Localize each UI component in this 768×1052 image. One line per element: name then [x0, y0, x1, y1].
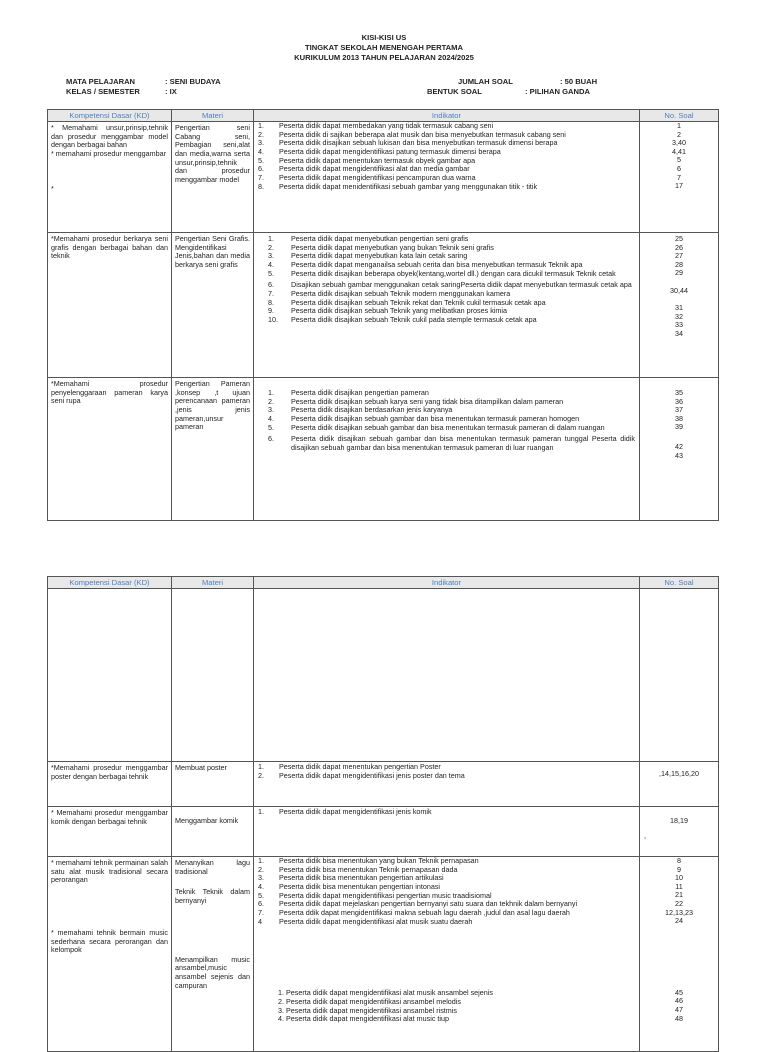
kelas-value: : IX [165, 87, 177, 96]
list-item: 7. Peserta didik disajikan sebuah Teknik modern menggunakan kamera [268, 288, 511, 298]
materi-cell: Membuat poster [172, 762, 254, 807]
nosoal-cell: 1 2 3,40 4,41 5 6 7 17 [640, 122, 719, 233]
list-item: 1. Peserta didik dapat membedakan yang tidak termasuk cabang seni [258, 121, 494, 131]
kd-cell: * Memahami prosedur menggambar komik dengan berbagai tehnik [48, 807, 172, 857]
list-item: 4. Peserta didik dapat menganailsa sebuah cerita dan bisa menyebutkan termasuk Teknik apa [268, 260, 583, 270]
col-header-kd: Kompetensi Dasar (KD) [48, 110, 172, 122]
kelas-label: KELAS / SEMESTER [66, 87, 140, 96]
materi-text: Menampilkan music ansambel,music ansambel sejenis dan campuran [175, 954, 250, 990]
kd-cell: *Memahami prosedur menggambar poster dengan berbagai tehnik [48, 762, 172, 807]
indikator-cell [254, 857, 640, 1052]
nosoal-cell: 8 9 10 11 21 22 12,13,23 24 45 46 47 48 [640, 857, 719, 1052]
col-header-indikator: Indikator [254, 110, 640, 122]
col-header-materi: Materi [172, 577, 254, 589]
doc-title: KISI-KISI US [361, 33, 407, 42]
doc-subtitle-school: TINGKAT SEKOLAH MENENGAH PERTAMA [305, 43, 463, 52]
list-item: 2. Peserta didik bisa menentukan Teknik pernapasan dada [258, 864, 458, 874]
list-item: 1. Peserta didik dapat mengidentifikasi alat musik ansambel sejenis [278, 988, 493, 998]
list-item: 5. Peserta didik disajikan beberapa obyek(kentang,wortel dll.) dengan cara dicukil termasuk Teknik cetak [268, 268, 616, 278]
table-row [48, 233, 719, 378]
list-item: 1. Peserta didik dapat menentukan pengertian Poster [258, 762, 441, 772]
list-item: 6. Disajikan sebuah gambar menggunakan cetak saringPeserta didik dapat menyebutkan termasuk cetak apa [268, 280, 632, 290]
kd-text: * memahami tehnik bermain music sederhana secara perorangan dan kelompok [51, 928, 168, 955]
bentuk-value: : PILIHAN GANDA [525, 87, 590, 96]
list-item: 4. Peserta didik dapat mengidentifikasi patung termasuk dimensi berapa [258, 147, 501, 157]
jumlah-value: : 50 BUAH [560, 77, 598, 86]
indikator-cell [254, 378, 640, 521]
nosoal-cell [640, 589, 719, 762]
kd-cell [48, 122, 172, 233]
table-row [48, 762, 719, 807]
list-item: 8. Peserta didik disajikan sebuah Teknik rekat dan Teknik cukil termasuk cetak apa [268, 297, 546, 307]
materi-text: Menggambar komik [175, 816, 239, 826]
list-item: 2. Peserta didik di sajikan beberapa alat musik dan bisa menyebutkan termasuk cabang seni [258, 129, 566, 139]
materi-cell: Pengertian seni Cabang seni, Pembagian seni,alat dan media,warna serta unsur,prinsip,tehnik dan prosedur menggambar model [172, 122, 254, 233]
col-header-nosoal: No. Soal [640, 577, 719, 589]
mapel-label: MATA PELAJARAN [66, 77, 136, 86]
list-item: 9. Peserta didik disajikan sebuah Teknik yang melibatkan proses kimia [268, 306, 508, 316]
col-header-indikator: Indikator [254, 577, 640, 589]
materi-text: Teknik Teknik dalam bernyanyi [175, 887, 250, 906]
list-item: 1. Peserta didik disajikan pengertian pameran [268, 388, 429, 398]
jumlah-label: JUMLAH SOAL [458, 77, 513, 86]
materi-text: Menanyikan lagu tradisional [175, 858, 250, 876]
nosoal-cell: 25 26 27 28 29 30,44 31 32 33 34 [640, 233, 719, 378]
list-item: 5. Peserta didik disajikan sebuah gambar dan bisa menentukan termasuk pameran di dalam ruangan [268, 422, 605, 432]
list-item: 2. Peserta didik disajikan sebuah karya seni yang tidak bisa ditampilkan dalam pameran [268, 396, 564, 406]
table-row [48, 122, 719, 233]
nosoal-cell: ,14,15,16,20 [640, 762, 719, 807]
col-header-nosoal: No. Soal [640, 110, 719, 122]
list-item: 3. Peserta didik disajikan sebuah lukisan dan bisa menyebutkan termasuk dimensi berapa [258, 138, 558, 148]
materi-cell [172, 857, 254, 1052]
materi-cell: Pengertian Seni Grafis. Mengidentifikasi Jenis,bahan dan media berkarya seni grafis [172, 233, 254, 378]
list-item: 4. Peserta didik bisa menentukan pengertian intonasi [258, 882, 441, 892]
kisi-table-1 [47, 109, 719, 521]
list-item: 2. Peserta didik dapat menyebutkan yang bukan Teknik seni grafis [268, 242, 494, 252]
kd-text: * memahami tehnik permainan salah satu alat musik tradisional secara perorangan [51, 858, 168, 885]
table-row [48, 807, 719, 857]
indikator-cell [254, 589, 640, 762]
materi-cell [172, 589, 254, 762]
list-item: 1. Peserta didik bisa menentukan yang bukan Teknik pernapasan [258, 856, 479, 866]
doc-subtitle-curriculum: KURIKULUM 2013 TAHUN PELAJARAN 2024/2025 [294, 53, 474, 62]
kd-cell: *Memahami prosedur penyelenggaraan pameran karya seni rupa [48, 378, 172, 521]
materi-cell [172, 807, 254, 857]
kd-text: * [51, 183, 54, 193]
mapel-value: : SENI BUDAYA [165, 77, 221, 86]
kd-cell [48, 589, 172, 762]
indikator-cell [254, 233, 640, 378]
col-header-kd: Kompetensi Dasar (KD) [48, 577, 172, 589]
list-item: 3. Peserta didik dapat menyebutkan kata lain cetak saring [268, 251, 468, 261]
list-item: 10. Peserta didik disajikan sebuah Teknik cukil pada stemple termasuk cetak apa [268, 314, 537, 324]
list-item: 2. Peserta didik dapat mengidentifikasi jenis poster dan tema [258, 770, 465, 780]
list-item: 2. Peserta didik dapat mengidentifikasi ansambel melodis [278, 996, 461, 1006]
list-item: 1. Peserta didik dapat menyebutkan pengertian seni grafis [268, 234, 469, 244]
nosoal-cell: 18,19 , [640, 807, 719, 857]
materi-cell: Pengertian Pameran ,konsep ,t ujuan perencanaan pameran ,jenis jenis pameran,unsur pameran [172, 378, 254, 521]
list-item: 3. Peserta didik bisa menentukan pengertian artikulasi [258, 873, 444, 883]
indikator-cell [254, 122, 640, 233]
list-item: 4. Peserta didik disajikan sebuah gambar dan bisa menentukan termasuk pameran homogen [268, 414, 580, 424]
kd-cell: *Memahami prosedur berkarya seni grafis dengan berbagai bahan dan teknik [48, 233, 172, 378]
kd-text: * Memahami unsur,prinsip,tehnik dan prosedur menggambar model dengan berbagai bahan [51, 123, 168, 150]
list-item: 5. Peserta didik dapat mengidentifikasi pengertian music traadisiomal [258, 890, 492, 900]
bentuk-label: BENTUK SOAL [427, 87, 482, 96]
list-item: 6. Peserta didik dapat mejelaskan pengertian bernyanyi satu suara dan tekhnik dalam bernyanyi [258, 899, 578, 909]
indikator-cell [254, 807, 640, 857]
list-item: 5. Peserta didik dapat menentukan termasuk obyek gambar apa [258, 155, 476, 165]
list-item: 8. Peserta didik dapat menidentifikasi sebuah gambar yang menggunakan titik - titik [258, 181, 538, 191]
indikator-cell [254, 762, 640, 807]
table-row [48, 857, 719, 1052]
list-item: 7. Peserta ddik dapat mengidentifikasi makna sebuah lagu daerah ,judul dan asal lagu daerah [258, 907, 570, 917]
table-row [48, 378, 719, 521]
table-row [48, 589, 719, 762]
kd-cell [48, 857, 172, 1052]
col-header-materi: Materi [172, 110, 254, 122]
list-item: 1. Peserta didik dapat mengidentifikasi jenis komik [258, 807, 432, 817]
list-item: 3. Peserta didik dapat mengidentifikasi ansambel ristmis [278, 1005, 457, 1015]
list-item: 7. Peserta didik dapat mengidentifikasi pencampuran dua warna [258, 172, 476, 182]
kd-text: * memahami prosedur menggambar [51, 149, 167, 159]
list-item: 6. Peserta didik dapat mengidentifikasi alat dan media gambar [258, 164, 470, 174]
list-item: 6. Peserta didik disajikan sebuah gambar dan bisa menentukan termasuk pameran tunggal Peserta didik disajikan sebuah gambar dan bisa menentukan termasuk pameran di luar ruangan [268, 434, 635, 452]
list-item: 3. Peserta didik disajikan berdasarkan jenis karyanya [268, 405, 453, 415]
list-item: 4. Peserta didik dapat mengidentifikasi alat music tiup [278, 1014, 449, 1024]
kisi-table-2 [47, 576, 719, 1052]
list-item: 4 Peserta didik dapat mengidentifikasi alat musik suatu daerah [258, 916, 473, 926]
nosoal-cell: 35 36 37 38 39 42 43 [640, 378, 719, 521]
